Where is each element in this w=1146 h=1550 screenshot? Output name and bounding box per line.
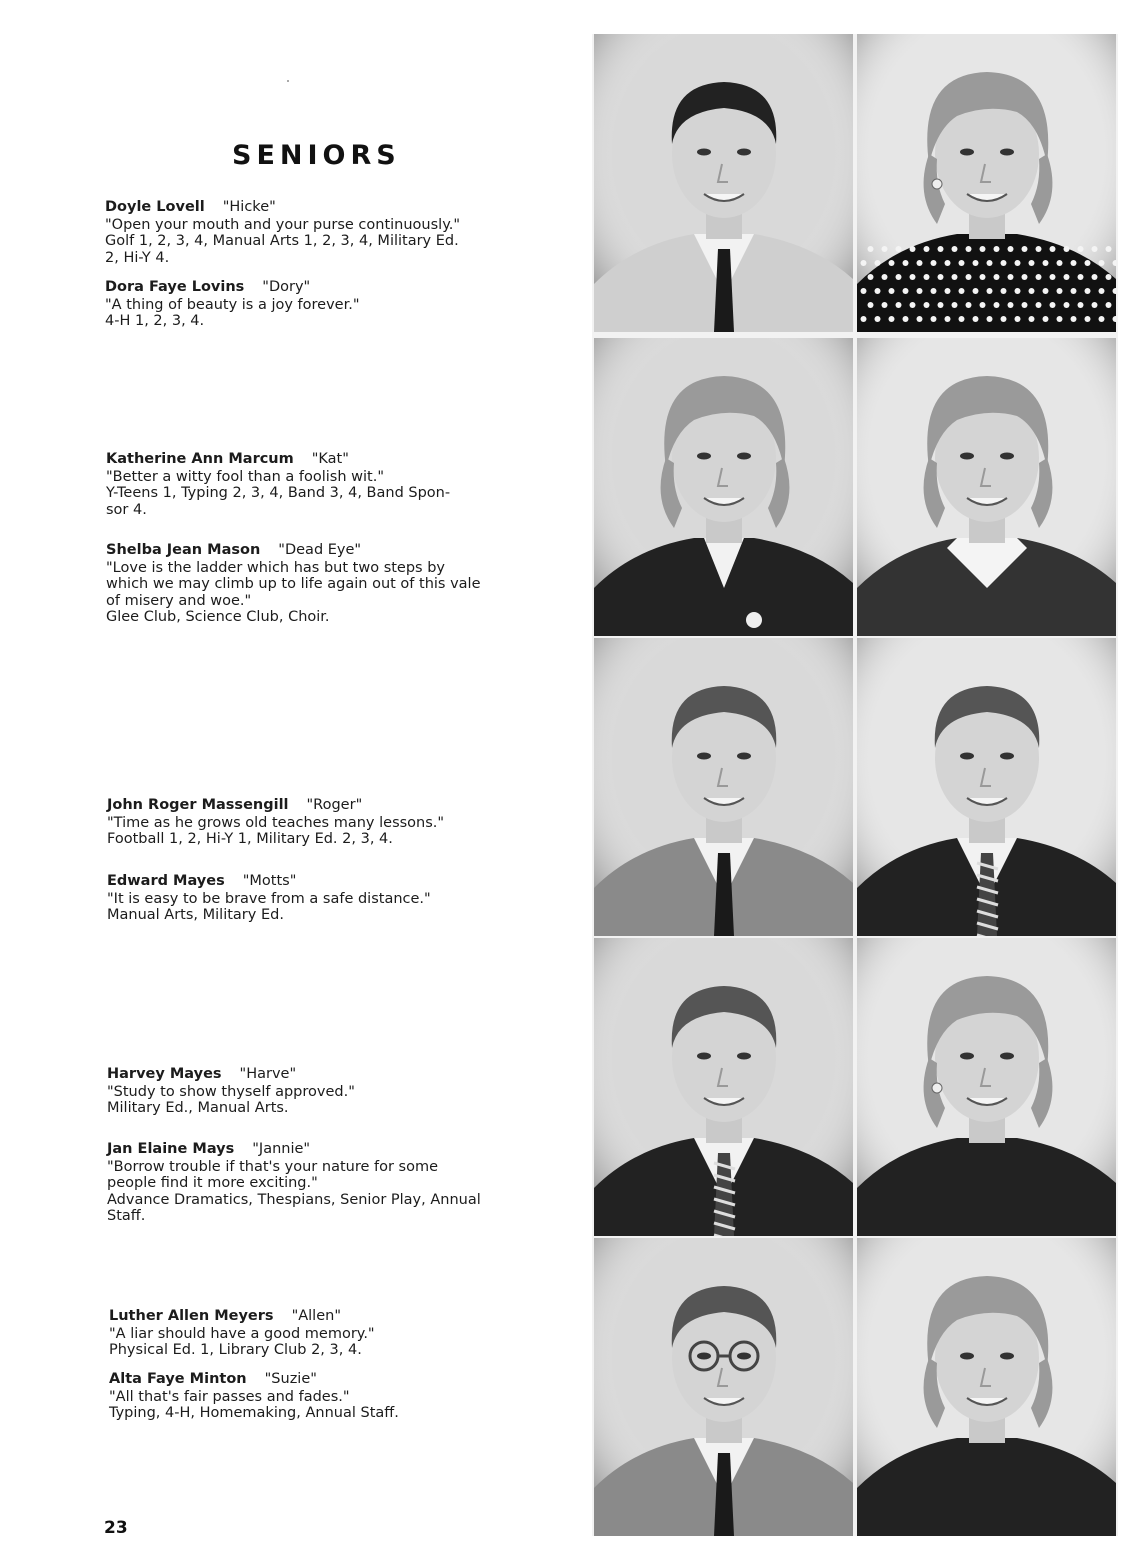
senior-name: Harvey Mayes — [107, 1066, 222, 1082]
senior-activities: Physical Ed. 1, Library Club 2, 3, 4. — [109, 1342, 362, 1358]
portrait-image — [857, 638, 1116, 936]
page-number: 23 — [104, 1518, 128, 1538]
senior-nickname: "Jannie" — [252, 1141, 311, 1157]
portrait-image — [594, 34, 853, 332]
senior-activities: Advance Dramatics, Thespians, Senior Play, Annual — [107, 1191, 481, 1208]
senior-entry — [106, 451, 534, 518]
portrait-photo — [857, 1238, 1116, 1536]
senior-entry — [107, 797, 535, 848]
senior-activities: Manual Arts, Military Ed. — [107, 907, 284, 923]
senior-entry — [106, 542, 534, 626]
senior-quote: "A thing of beauty is a joy forever." — [105, 296, 360, 313]
senior-name: Alta Faye Minton — [109, 1371, 247, 1387]
senior-quote: "Open your mouth and your purse continuously." — [105, 216, 460, 233]
portrait-photo — [594, 34, 853, 332]
senior-name: Jan Elaine Mays — [107, 1141, 235, 1157]
portrait-image — [857, 34, 1116, 332]
senior-name: Luther Allen Meyers — [109, 1308, 274, 1324]
senior-name: Doyle Lovell — [105, 199, 205, 215]
portrait-image — [594, 938, 853, 1236]
senior-nickname: "Motts" — [242, 873, 297, 889]
senior-entry — [105, 279, 533, 330]
senior-activities: Staff. — [107, 1208, 146, 1224]
portrait-grid — [592, 34, 1118, 1536]
senior-nickname: "Allen" — [291, 1308, 341, 1324]
senior-name: Edward Mayes — [107, 873, 225, 889]
senior-name: Dora Faye Lovins — [105, 279, 245, 295]
senior-entry — [109, 1308, 537, 1359]
portrait-image — [594, 638, 853, 936]
portrait-photo — [594, 1238, 853, 1536]
portrait-photo — [594, 938, 853, 1236]
senior-activities: Golf 1, 2, 3, 4, Manual Arts 1, 2, 3, 4, Military Ed. — [105, 233, 459, 249]
senior-entry — [107, 873, 535, 924]
portrait-image — [594, 338, 853, 636]
senior-quote: which we may climb up to life again out of this vale — [106, 576, 481, 592]
portrait-image — [594, 1238, 853, 1536]
senior-activities: Military Ed., Manual Arts. — [107, 1100, 289, 1116]
portrait-photo — [594, 638, 853, 936]
print-speck — [287, 80, 289, 82]
portrait-image — [857, 1238, 1116, 1536]
senior-nickname: "Roger" — [306, 797, 363, 813]
senior-name: John Roger Massengill — [107, 797, 289, 813]
portrait-image — [857, 338, 1116, 636]
senior-quote: "A liar should have a good memory." — [109, 1325, 375, 1342]
portrait-photo — [857, 938, 1116, 1236]
portrait-photo — [857, 638, 1116, 936]
portrait-photo — [857, 34, 1116, 332]
page-title: SENIORS — [232, 140, 401, 171]
senior-quote: "Time as he grows old teaches many lessons." — [107, 814, 445, 831]
senior-nickname: "Harve" — [239, 1066, 297, 1082]
senior-nickname: "Dory" — [262, 279, 311, 295]
senior-entry — [107, 1066, 535, 1117]
portrait-photo — [857, 338, 1116, 636]
senior-nickname: "Hicke" — [222, 199, 276, 215]
senior-entry — [107, 1141, 535, 1225]
senior-entry — [109, 1371, 537, 1422]
senior-nickname: "Dead Eye" — [278, 542, 362, 558]
senior-activities: Y-Teens 1, Typing 2, 3, 4, Band 3, 4, Band Spon- — [106, 485, 451, 501]
portrait-image — [857, 938, 1116, 1236]
senior-nickname: "Kat" — [311, 451, 349, 467]
senior-quote: of misery and woe." — [106, 592, 252, 609]
senior-activities: 2, Hi-Y 4. — [105, 249, 170, 266]
senior-activities: Typing, 4-H, Homemaking, Annual Staff. — [109, 1405, 399, 1421]
senior-quote: "Borrow trouble if that's your nature for some — [107, 1158, 439, 1175]
senior-quote: "Love is the ladder which has but two steps by — [106, 559, 446, 576]
senior-activities: sor 4. — [106, 501, 147, 518]
portrait-photo — [594, 338, 853, 636]
senior-activities: Football 1, 2, Hi-Y 1, Military Ed. 2, 3, 4. — [107, 831, 393, 847]
senior-quote: "Better a witty fool than a foolish wit." — [106, 468, 384, 485]
senior-name: Shelba Jean Mason — [106, 542, 261, 558]
senior-activities: 4-H 1, 2, 3, 4. — [105, 313, 205, 329]
senior-quote: "It is easy to be brave from a safe distance." — [107, 890, 431, 907]
senior-name: Katherine Ann Marcum — [106, 451, 294, 467]
senior-entry — [105, 199, 533, 266]
senior-quote: "Study to show thyself approved." — [107, 1083, 355, 1100]
senior-quote: "All that's fair passes and fades." — [109, 1388, 350, 1405]
senior-activities: Glee Club, Science Club, Choir. — [106, 609, 330, 625]
senior-quote: people find it more exciting." — [107, 1175, 318, 1191]
senior-nickname: "Suzie" — [264, 1371, 317, 1387]
